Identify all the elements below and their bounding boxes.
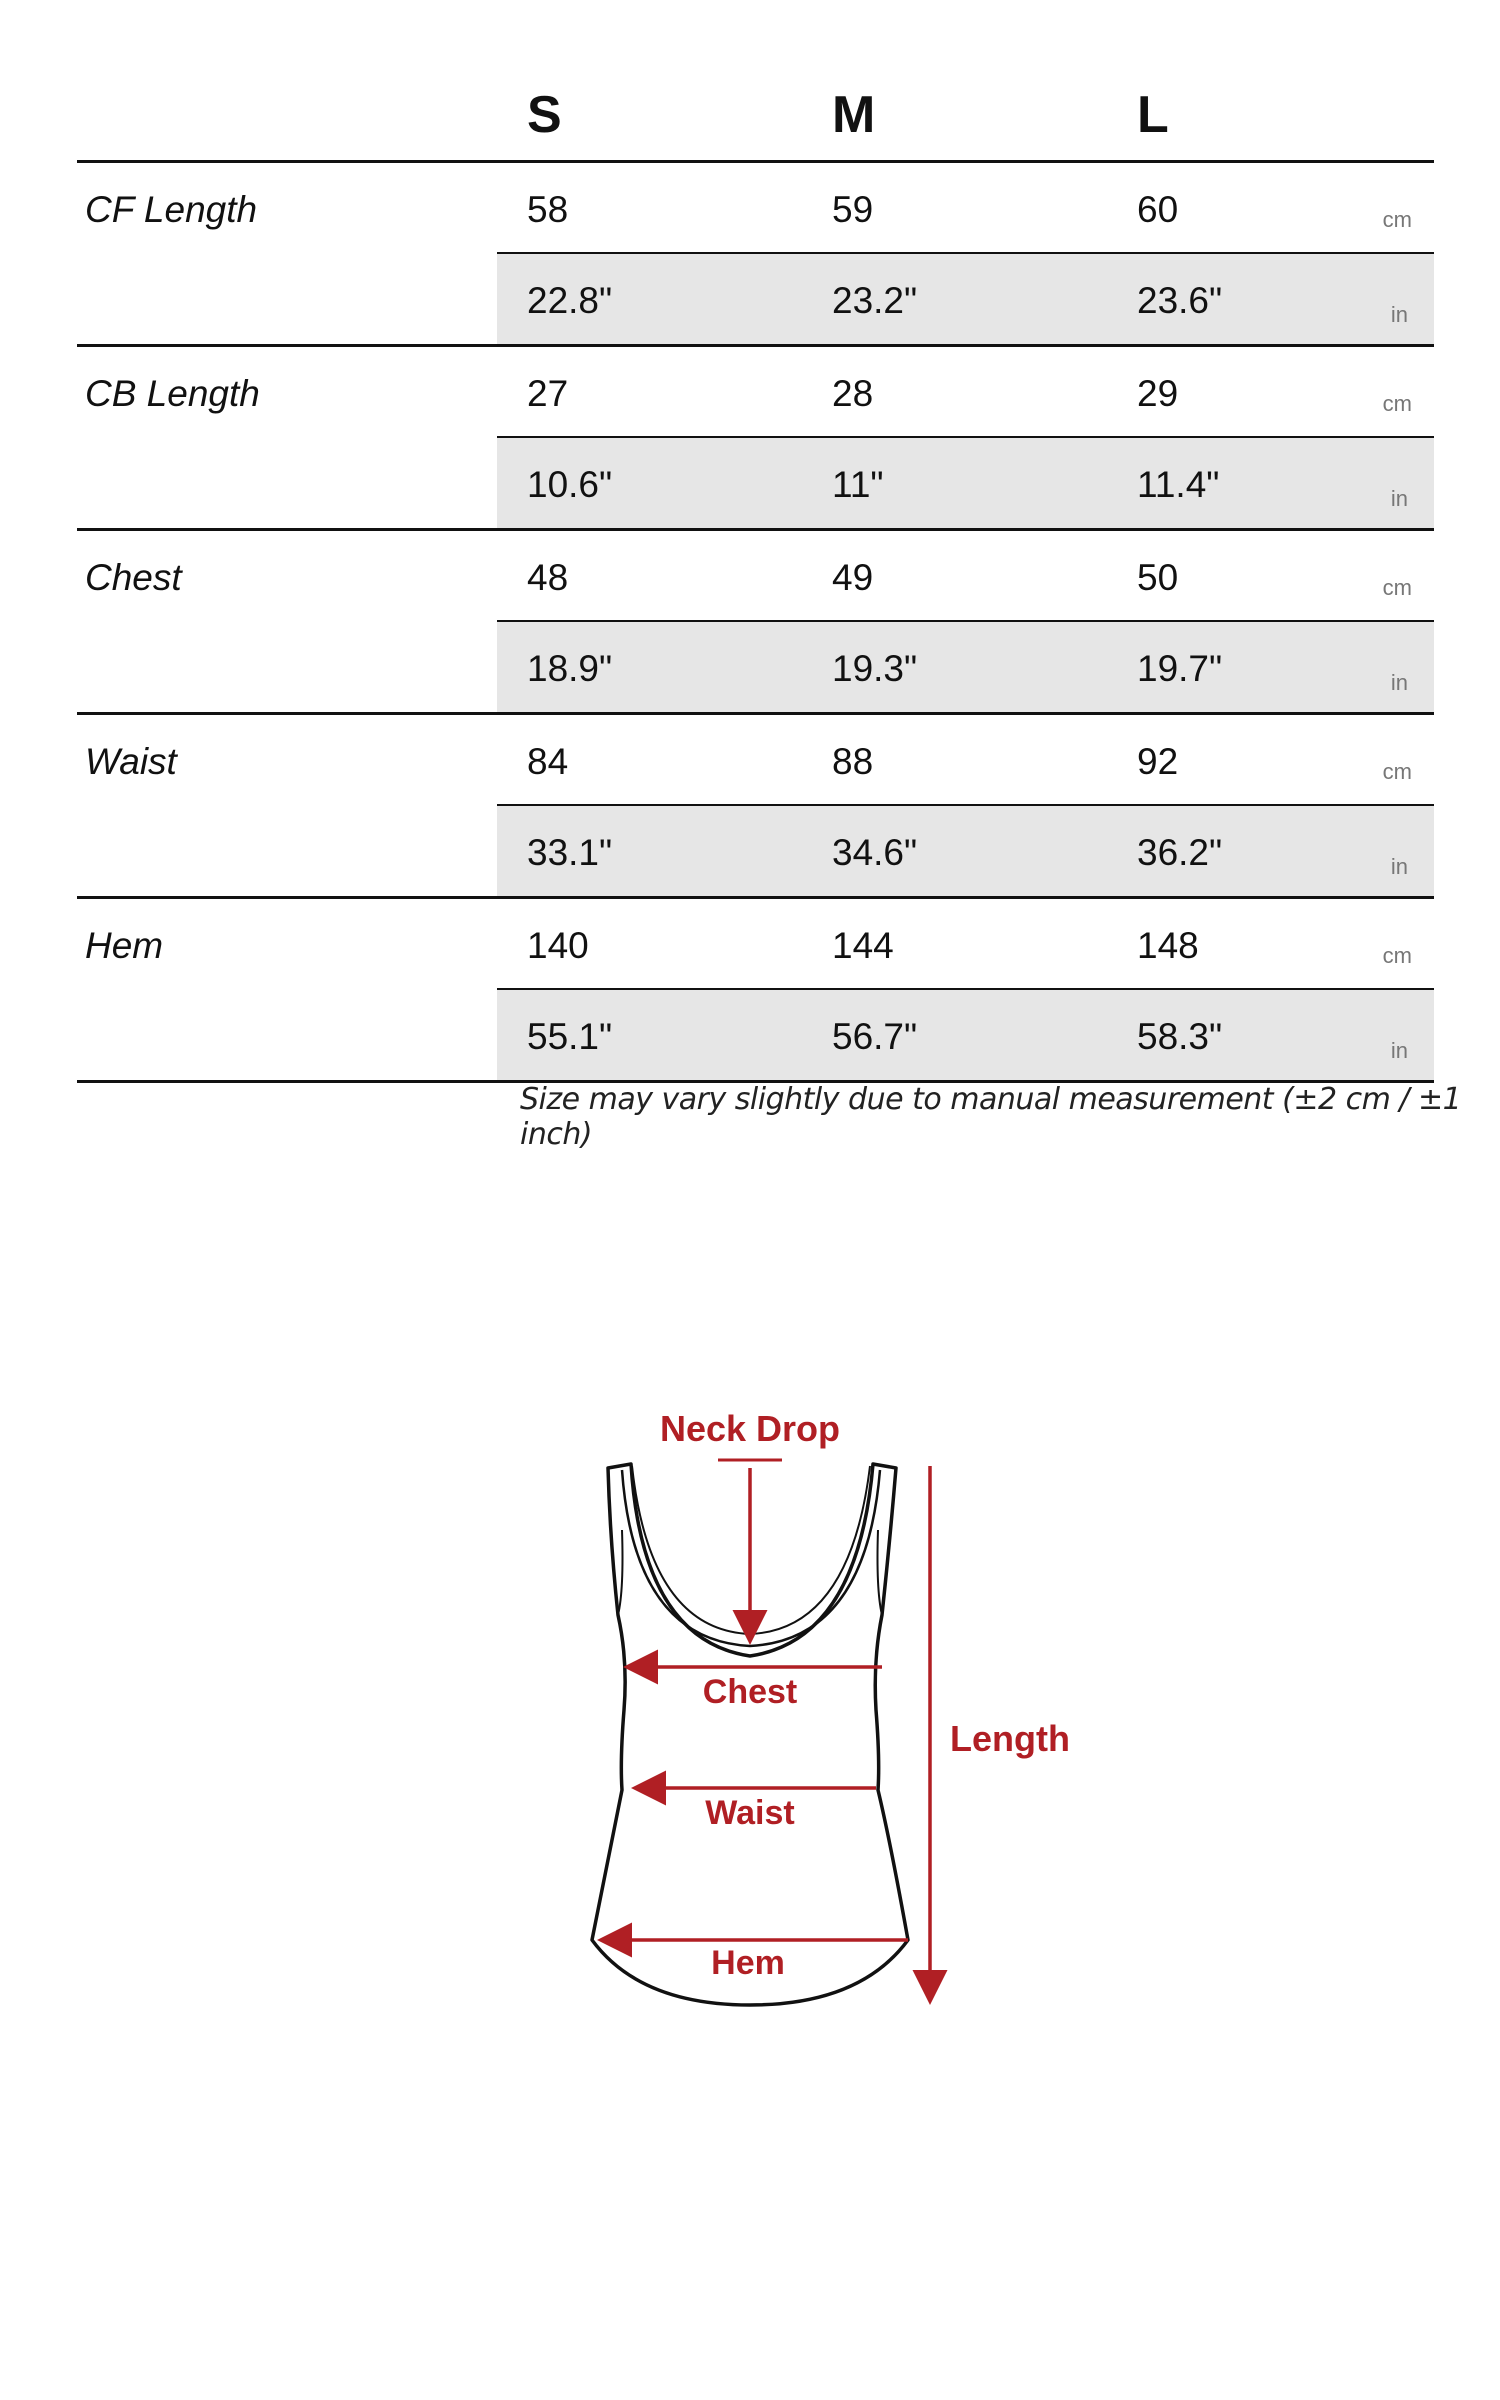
- value-s-in: 18.9": [527, 648, 613, 689]
- neck-drop-label: Neck Drop: [659, 1408, 841, 1449]
- cm-values-row: [497, 347, 1434, 439]
- unit-cm: cm: [1382, 575, 1412, 600]
- row-waist: [77, 715, 1434, 899]
- inch-values-row: [497, 438, 1434, 528]
- value-m-in: 19.3": [832, 648, 918, 689]
- cm-values-row: [497, 715, 1434, 807]
- row-cb-length: [77, 347, 1434, 531]
- value-l-cm: 29: [1137, 373, 1179, 414]
- measurement-label: CF Length: [85, 189, 258, 230]
- unit-cm: cm: [1382, 391, 1412, 416]
- cm-values-row: [497, 899, 1434, 991]
- measurement-disclaimer: Size may vary slightly due to manual measurement (±2 cm / ±1 inch): [520, 1082, 1462, 1152]
- value-s-cm: 27: [527, 373, 569, 414]
- measurement-label: Waist: [85, 741, 177, 782]
- value-s-in: 22.8": [527, 280, 613, 321]
- size-header-m: M: [832, 86, 876, 144]
- unit-cm: cm: [1382, 759, 1412, 784]
- row-cf-length: [77, 163, 1434, 347]
- value-l-in: 19.7": [1137, 648, 1223, 689]
- size-header-row: [77, 60, 1434, 163]
- unit-cm: cm: [1382, 943, 1412, 968]
- unit-in: in: [1390, 302, 1408, 327]
- size-chart-table: [77, 60, 1434, 1083]
- unit-in: in: [1390, 670, 1408, 695]
- value-l-cm: 148: [1137, 925, 1199, 966]
- value-m-cm: 144: [832, 925, 894, 966]
- measurement-label: Hem: [85, 925, 164, 966]
- unit-in: in: [1390, 854, 1408, 879]
- value-s-cm: 58: [527, 189, 569, 230]
- hem-label: Hem: [711, 1944, 785, 1982]
- inch-values-row: [497, 254, 1434, 344]
- size-header-s: S: [527, 86, 562, 144]
- row-hem: [77, 899, 1434, 1083]
- value-m-cm: 28: [832, 373, 874, 414]
- value-l-cm: 92: [1137, 741, 1179, 782]
- value-m-cm: 49: [832, 557, 874, 598]
- unit-in: in: [1390, 1038, 1408, 1063]
- row-chest: [77, 531, 1434, 715]
- value-m-in: 11": [832, 464, 884, 505]
- value-s-in: 55.1": [527, 1016, 613, 1057]
- measurement-label: Chest: [85, 557, 182, 598]
- inch-values-row: [497, 990, 1434, 1080]
- cm-values-row: [497, 531, 1434, 623]
- value-s-cm: 48: [527, 557, 569, 598]
- size-header-l: L: [1137, 86, 1169, 144]
- value-s-cm: 140: [527, 925, 589, 966]
- cm-values-row: [497, 163, 1434, 255]
- value-m-cm: 88: [832, 741, 874, 782]
- waist-label: Waist: [705, 1794, 795, 1832]
- value-s-in: 10.6": [527, 464, 613, 505]
- value-m-in: 34.6": [832, 832, 918, 873]
- value-s-in: 33.1": [527, 832, 613, 873]
- measurement-label: CB Length: [85, 373, 260, 414]
- value-m-in: 23.2": [832, 280, 918, 321]
- inch-values-row: [497, 806, 1434, 896]
- unit-in: in: [1390, 486, 1408, 511]
- measurement-arrows: [604, 1460, 930, 1998]
- value-s-cm: 84: [527, 741, 569, 782]
- value-l-cm: 50: [1137, 557, 1179, 598]
- inch-values-row: [497, 622, 1434, 712]
- tank-top-measurement-diagram: [560, 1390, 1100, 2030]
- value-l-in: 23.6": [1137, 280, 1223, 321]
- chest-label: Chest: [702, 1673, 798, 1711]
- value-m-in: 56.7": [832, 1016, 918, 1057]
- value-m-cm: 59: [832, 189, 874, 230]
- length-label: Length: [950, 1718, 1070, 1759]
- value-l-in: 36.2": [1137, 832, 1223, 873]
- value-l-in: 58.3": [1137, 1016, 1223, 1057]
- value-l-cm: 60: [1137, 189, 1179, 230]
- value-l-in: 11.4": [1137, 464, 1220, 505]
- unit-cm: cm: [1382, 207, 1412, 232]
